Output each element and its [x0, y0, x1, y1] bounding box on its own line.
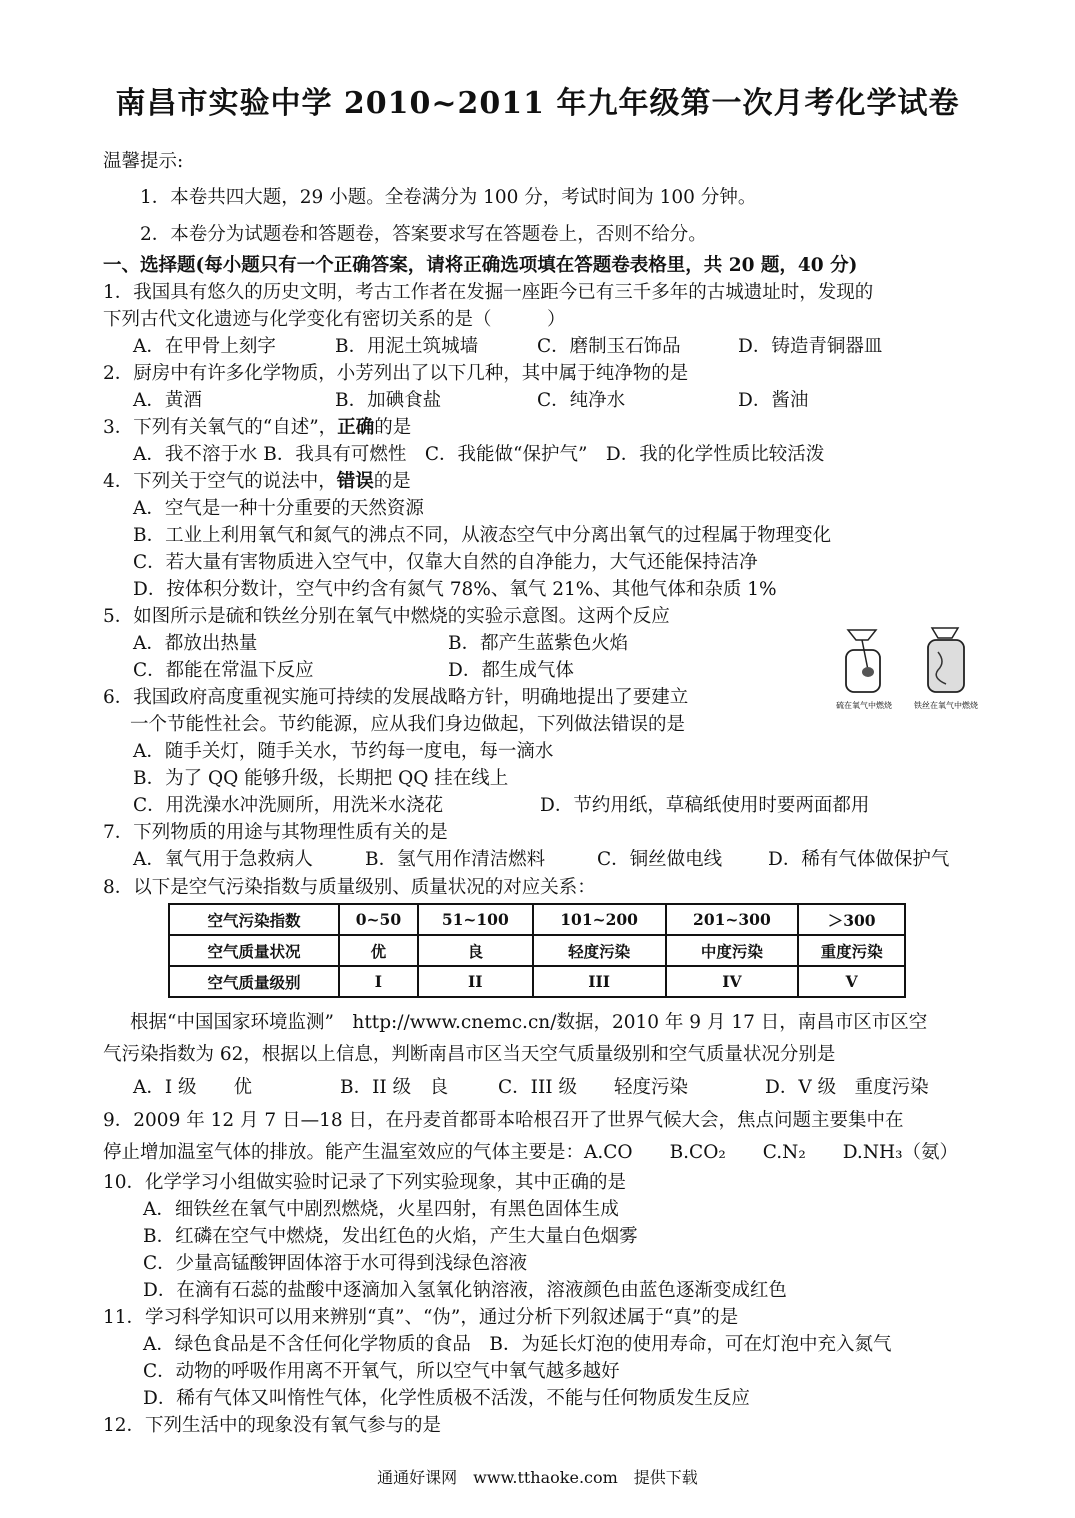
q10-option-d: D．在滴有石蕊的盐酸中逐滴加入氢氧化钠溶液，溶液颜色由蓝色逐渐变成红色	[143, 1280, 787, 1301]
q10-option-b: B．红磷在空气中燃烧，发出红色的火焰，产生大量白色烟雾	[143, 1226, 638, 1247]
table-cell: 优	[339, 935, 418, 966]
section-heading: 一、选择题(每小题只有一个正确答案，请将正确选项填在答题卷表格里，共 20 题，40 分)	[103, 255, 858, 276]
sulfur-jar-illustration	[846, 630, 880, 692]
q10-stem: 10．化学学习小组做实验时记录了下列实验现象，其中正确的是	[103, 1172, 627, 1193]
table-cell: IV	[666, 966, 799, 997]
figure-caption-iron: 铁丝在氧气中燃烧	[914, 701, 978, 710]
iron-jar-illustration	[928, 628, 964, 692]
table-cell: 中度污染	[666, 935, 799, 966]
table-cell: 空气质量级别	[169, 966, 339, 997]
q1-option-c: C．磨制玉石饰品	[537, 336, 681, 357]
table-row	[169, 966, 905, 997]
q8-stem: 8．以下是空气污染指数与质量级别、质量状况的对应关系：	[103, 877, 596, 898]
q11-option-c: C．动物的呼吸作用离不开氧气，所以空气中氧气越多越好	[143, 1361, 620, 1382]
table-cell: ＞300	[798, 904, 905, 935]
q2-option-c: C．纯净水	[537, 390, 626, 411]
table-cell: 空气污染指数	[169, 904, 339, 935]
q4-option-a: A．空气是一种十分重要的天然资源	[133, 498, 424, 519]
q7-option-b: B．氢气用作清洁燃料	[365, 849, 546, 870]
q9-stem-2: 停止增加温室气体的排放。能产生温室效应的气体主要是：A.CO B.CO₂ C.N₂ D.NH₃（氨）	[103, 1142, 959, 1163]
tip-label: 温馨提示:	[103, 151, 184, 172]
q2-option-d: D．酱油	[738, 390, 809, 411]
q1-option-b: B．用泥土筑城墙	[335, 336, 479, 357]
table-cell: 空气质量状况	[169, 935, 339, 966]
q1-stem-1: 1．我国具有悠久的历史文明，考古工作者在发掘一座距今已有三千多年的古城遗址时，发现的	[103, 282, 874, 303]
q11-stem: 11．学习科学知识可以用来辨别“真”、“伪”，通过分析下列叙述属于“真”的是	[103, 1307, 739, 1328]
q10-option-a: A．细铁丝在氧气中剧烈燃烧，火星四射，有黑色固体生成	[143, 1199, 619, 1220]
q7-option-d: D．稀有气体做保护气	[768, 849, 950, 870]
q6-option-d: D．节约用纸，草稿纸使用时要两面都用	[540, 795, 870, 816]
tip-2: 2．本卷分为试题卷和答题卷，答案要求写在答题卷上，否则不给分。	[140, 224, 707, 245]
table-cell: 轻度污染	[533, 935, 666, 966]
q8-text-2: 气污染指数为 62，根据以上信息，判断南昌市区当天空气质量级别和空气质量状况分别是	[103, 1044, 836, 1065]
figure-caption-sulfur: 硫在氧气中燃烧	[836, 701, 892, 710]
table-cell: 51~100	[418, 904, 533, 935]
q2-stem: 2．厨房中有许多化学物质，小芳列出了以下几种，其中属于纯净物的是	[103, 363, 689, 384]
table-cell: 良	[418, 935, 533, 966]
table-row	[169, 935, 905, 966]
q5-stem: 5．如图所示是硫和铁丝分别在氧气中燃烧的实验示意图。这两个反应	[103, 606, 670, 627]
q7-option-a: A．氧气用于急救病人	[133, 849, 313, 870]
q2-option-b: B．加碘食盐	[335, 390, 442, 411]
table-cell: V	[798, 966, 905, 997]
q2-option-a: A．黄酒	[133, 390, 202, 411]
table-cell: 0~50	[339, 904, 418, 935]
q4-option-d: D．按体积分数计，空气中约含有氮气 78%、氧气 21%、其他气体和杂质 1%	[133, 579, 777, 600]
q10-option-c: C．少量高锰酸钾固体溶于水可得到浅绿色溶液	[143, 1253, 528, 1274]
q5-option-c: C．都能在常温下反应	[133, 660, 314, 681]
q1-option-d: D．铸造青铜器皿	[738, 336, 883, 357]
q8-text-1: 根据“中国国家环境监测” http://www.cnemc.cn/数据，2010 年 9 月 17 日，南昌市区市区空	[130, 1012, 928, 1033]
q4-option-b: B．工业上利用氧气和氮气的沸点不同，从液态空气中分离出氧气的过程属于物理变化	[133, 525, 832, 546]
q7-option-c: C．铜丝做电线	[597, 849, 723, 870]
q1-option-a: A．在甲骨上刻字	[133, 336, 276, 357]
q6-stem-2: 一个节能性社会。节约能源，应从我们身边做起，下列做法错误的是	[130, 714, 686, 735]
q8-option-d: D．V 级 重度污染	[765, 1077, 929, 1098]
q8-option-b: B．II 级 良	[340, 1077, 449, 1098]
q4-stem: 4．下列关于空气的说法中，错误的是	[103, 471, 411, 492]
q6-option-a: A．随手关灯，随手关水，节约每一度电，每一滴水	[133, 741, 554, 762]
air-quality-table	[168, 903, 906, 998]
q6-option-c: C．用洗澡水冲洗厕所，用洗米水浇花	[133, 795, 444, 816]
q8-option-c: C．III 级 轻度污染	[498, 1077, 688, 1098]
q3-stem: 3．下列有关氧气的“自述”，正确的是	[103, 417, 412, 438]
q7-stem: 7．下列物质的用途与其物理性质有关的是	[103, 822, 448, 843]
q11-option-d: D．稀有气体又叫惰性气体，化学性质极不活泼，不能与任何物质发生反应	[143, 1388, 750, 1409]
q8-option-a: A．I 级 优	[133, 1077, 253, 1098]
table-cell: II	[418, 966, 533, 997]
table-cell: I	[339, 966, 418, 997]
q11-option-ab: A．绿色食品是不含任何化学物质的食品 B．为延长灯泡的使用寿命，可在灯泡中充入氮气	[143, 1334, 892, 1355]
q9-stem-1: 9．2009 年 12 月 7 日—18 日，在丹麦首都哥本哈根召开了世界气候大会，焦点问题主要集中在	[103, 1110, 904, 1131]
table-cell: 201~300	[666, 904, 799, 935]
combustion-figure	[828, 622, 998, 714]
q5-option-d: D．都生成气体	[448, 660, 574, 681]
tip-1: 1．本卷共四大题，29 小题。全卷满分为 100 分，考试时间为 100 分钟。	[140, 187, 757, 208]
q6-stem-1: 6．我国政府高度重视实施可持续的发展战略方针，明确地提出了要建立	[103, 687, 689, 708]
page-title: 南昌市实验中学 2010~2011 年九年级第一次月考化学试卷	[115, 86, 960, 121]
table-cell: 重度污染	[798, 935, 905, 966]
page-footer: 通通好课网 www.tthaoke.com 提供下载	[377, 1468, 698, 1487]
table-cell: III	[533, 966, 666, 997]
q1-stem-2: 下列古代文化遗迹与化学变化有密切关系的是（ ）	[103, 309, 566, 330]
q5-option-a: A．都放出热量	[133, 633, 258, 654]
q4-option-c: C．若大量有害物质进入空气中，仅靠大自然的自净能力，大气还能保持洁净	[133, 552, 758, 573]
q6-option-b: B．为了 QQ 能够升级，长期把 QQ 挂在线上	[133, 768, 509, 789]
table-row	[169, 904, 905, 935]
q3-options: A．我不溶于水 B．我具有可燃性 C．我能做“保护气” D．我的化学性质比较活泼	[133, 444, 825, 465]
q12-stem: 12．下列生活中的现象没有氧气参与的是	[103, 1415, 442, 1436]
q5-option-b: B．都产生蓝紫色火焰	[448, 633, 629, 654]
table-cell: 101~200	[533, 904, 666, 935]
